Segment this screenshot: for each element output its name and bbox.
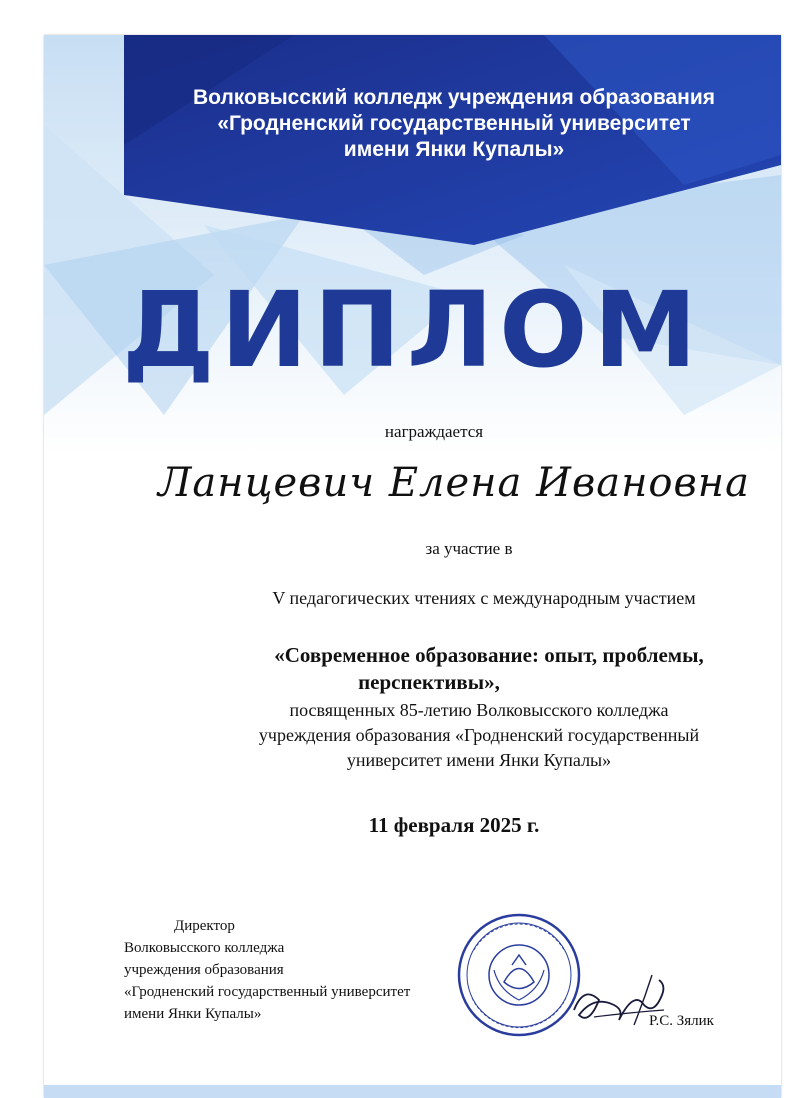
header-line-1: Волковысский колледж учреждения образования <box>192 86 716 109</box>
signatory-line-4: «Гродненский государственный университет <box>124 984 411 1000</box>
diploma-sheet <box>44 35 781 1098</box>
award-date: 11 февраля 2025 г. <box>368 813 540 837</box>
dedication-line-2: учреждения образования «Гродненский государственный <box>258 725 700 745</box>
for-label: за участие в <box>425 539 513 558</box>
event-text: V педагогических чтениях с международным участием <box>272 588 696 608</box>
signatory-name: Р.С. Зялик <box>649 1013 714 1029</box>
signatory-line-2: Волковысского колледжа <box>124 940 285 956</box>
header-line-3: имени Янки Купалы» <box>343 138 565 161</box>
theme-line-1: «Современное образование: опыт, проблемы, <box>274 643 704 667</box>
awarded-label: награждается <box>384 422 484 441</box>
theme-title <box>174 642 781 696</box>
header-line-2: «Гродненский государственный университет <box>217 112 691 135</box>
recipient-name: Ланцевич Елена Ивановна <box>158 460 750 506</box>
signatory-block <box>124 915 484 1025</box>
organization-header <box>134 85 774 163</box>
theme-line-2: перспективы», <box>358 670 500 694</box>
dedication-text <box>164 698 781 773</box>
signatory-position: Директор <box>174 918 235 934</box>
signatory-line-5: имени Янки Купалы» <box>124 1006 262 1022</box>
dedication-line-1: посвященных 85-летию Волковысского колледжа <box>289 700 669 720</box>
signatory-line-3: учреждения образования <box>124 962 284 978</box>
diploma-title: ДИПЛОМ <box>122 269 703 391</box>
dedication-line-3: университет имени Янки Купалы» <box>346 750 612 770</box>
